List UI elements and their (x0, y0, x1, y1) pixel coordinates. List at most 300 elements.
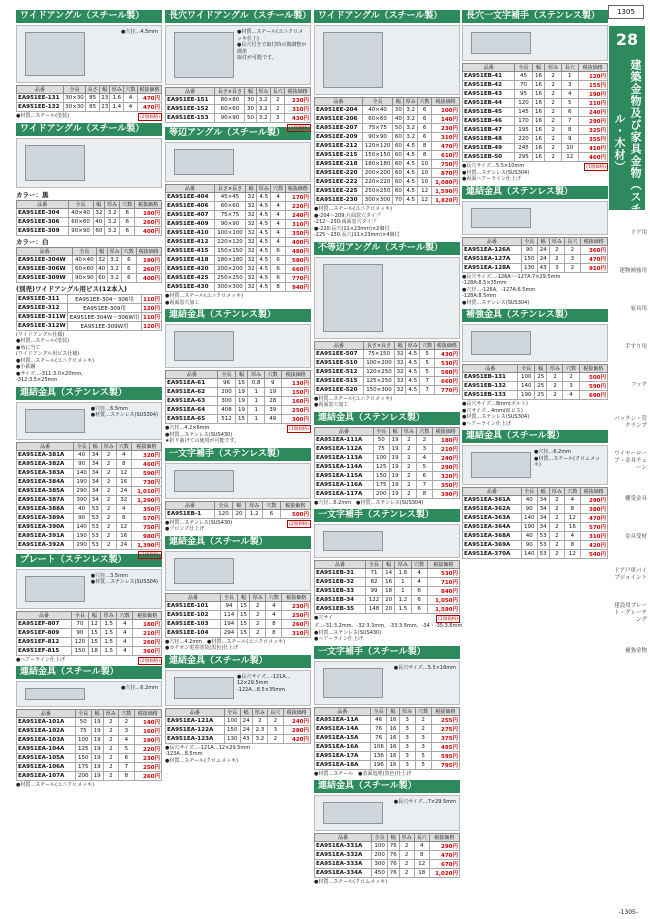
price: 100円 (432, 106, 460, 115)
side-nav-item[interactable]: パッチン・管クランプ (614, 416, 647, 429)
table-header: 全長 (68, 200, 93, 208)
side-nav-item[interactable]: ワイヤーロープ・金具チェーン (614, 450, 647, 471)
spec-value: 8 (565, 505, 580, 514)
spec-value: 32 (247, 203, 255, 209)
spec-value: 1.4 (110, 103, 124, 112)
spec-value: 24 (537, 245, 549, 254)
table-header: 全長 (370, 707, 387, 715)
price: 180円 (432, 435, 459, 444)
table-header: 穴数 (419, 99, 430, 105)
price: 360円 (580, 245, 607, 254)
item-code: EA951EE-312W (17, 321, 68, 330)
spec-value: 2 (549, 532, 564, 541)
item-code: EA951EE-309 (17, 226, 69, 235)
table-row (166, 628, 311, 637)
price: 1,390円 (131, 540, 161, 549)
price: 470円 (137, 94, 161, 103)
spec-value: 85 (86, 103, 100, 112)
table-header: 品番 (166, 185, 215, 193)
spec-value: 2 (545, 153, 562, 162)
item-code: EA951EA-390A (17, 522, 74, 531)
spec-value: 4.5 (257, 283, 271, 292)
price: 470円 (432, 142, 460, 151)
table-row (463, 373, 608, 382)
spec-value: 200×200 (362, 169, 393, 178)
table-row (17, 294, 162, 303)
spec-value: 30 (245, 105, 256, 114)
spec-value: 15 (237, 601, 249, 610)
spec-value: 250×250 (362, 187, 393, 196)
spec-value: 2 (547, 382, 563, 391)
spec-value: 1 (561, 72, 578, 81)
spec-note: ●材質…スチール(ユニクロメッキ) (16, 782, 95, 788)
item-code: EA951EA-64 (166, 406, 218, 415)
spec-value: 19 (91, 754, 103, 763)
product-section (462, 186, 608, 310)
table-header: 全長 (75, 710, 91, 718)
price: 310円 (580, 532, 607, 541)
column-1 (16, 10, 162, 792)
spec-value: 2 (547, 373, 563, 382)
section-title: 等辺アングル（スチール製） (165, 127, 311, 140)
table-header: 幅 (100, 86, 110, 94)
price: 480円 (285, 247, 310, 256)
spec-value: 2 (549, 254, 564, 263)
spec-value: 19 (389, 489, 401, 498)
spec-value: 2 (101, 513, 116, 522)
spec-value: 15 (235, 415, 248, 424)
spec-value: 1.6 (110, 94, 124, 103)
spec-value: 18 (414, 869, 429, 878)
item-code: EA951EE-304 (17, 208, 69, 217)
spec-value: 1 (248, 388, 265, 397)
spec-value: 4 (565, 532, 580, 541)
spec-value: 100 (372, 842, 388, 851)
spec-value: 4 (271, 220, 285, 229)
table-header: 税抜価格 (133, 611, 162, 619)
table-header: 厚み (256, 88, 270, 96)
side-nav-item[interactable]: 建物補強用 (619, 267, 647, 274)
table-row (315, 462, 460, 471)
spec-value: 40 (521, 532, 537, 541)
spec-value: 10 (561, 144, 578, 153)
spec-value: 4.5 (257, 238, 271, 247)
table-row (17, 745, 162, 754)
spec-value: 120 (71, 637, 88, 646)
table-header: 全長 (74, 442, 90, 450)
spec-value: 2 (549, 245, 564, 254)
spec-value: 4.5 (406, 367, 420, 376)
spec-value: 2 (401, 480, 416, 489)
spec-value: 150×150 (362, 151, 393, 160)
spec-value: 16 (116, 477, 131, 486)
spec-value: 150×150 (214, 247, 245, 256)
spec-value: 2 (101, 504, 116, 513)
bracket-image (174, 558, 234, 584)
spec-value: 3.2 (256, 96, 270, 105)
spec-value: 49 (264, 415, 281, 424)
spec-value: 4.5 (257, 202, 271, 211)
spec-value: 2 (401, 489, 416, 498)
spec-value: 75×75 (214, 211, 245, 220)
spec-value: 90 (71, 628, 88, 637)
price: 1,080円 (432, 178, 460, 187)
side-nav-item[interactable]: ドア用 (630, 229, 647, 236)
table-row (315, 349, 460, 358)
spec-value: 16 (532, 99, 545, 108)
spec-value: 60×60 (68, 217, 93, 226)
spec-value: 4 (266, 610, 282, 619)
spec-value: 2 (103, 736, 118, 745)
spec-value: 1.5 (101, 646, 117, 655)
spec-value: 4 (117, 646, 133, 655)
table-header: 厚み (395, 561, 411, 569)
spec-value: 200×200 (214, 265, 245, 274)
spec-value: 40 (74, 504, 90, 513)
table-header: 税抜価格 (282, 593, 311, 601)
product-section (165, 448, 311, 536)
table-header: 厚み (399, 834, 414, 842)
spec-value: 34 (90, 486, 102, 495)
spec-value: 145 (515, 108, 532, 117)
price: 430円 (285, 114, 311, 123)
table-header: 品番 (315, 834, 372, 842)
table-row (315, 851, 460, 860)
item-code: EA951EE-222 (315, 178, 363, 187)
table-row (17, 754, 162, 763)
spec-value: 6 (122, 255, 136, 264)
bracket-image (25, 32, 85, 76)
price: 1,590円 (427, 605, 459, 614)
spec-value: 15 (237, 619, 249, 628)
item-code: EA951EE-204 (315, 106, 363, 115)
spec-value: 3.2 (252, 734, 267, 743)
spec-value: 16 (532, 117, 545, 126)
table-row (463, 382, 608, 391)
price: 495円 (431, 742, 459, 751)
spec-value: 53 (90, 504, 102, 513)
table-row (166, 406, 311, 415)
table-header: 全長 (224, 708, 240, 716)
table-row (315, 178, 460, 187)
spec-value: 3.2 (404, 133, 418, 142)
price: 460円 (578, 153, 607, 162)
spec-value: 4 (271, 238, 285, 247)
spec-value: 1.5 (395, 605, 411, 614)
table-header: 全長 (366, 561, 383, 569)
spec-value: 94 (221, 601, 238, 610)
spec-value: 24 (116, 486, 131, 495)
item-code: EA951EE-410 (166, 229, 215, 238)
spec-note: ●-220:長穴(11×23mm)×2個付 (314, 225, 390, 232)
spec-value: 2 (415, 715, 431, 724)
table-row (315, 471, 460, 480)
spec-value: 3 (549, 263, 564, 272)
spec-value: 75×75 (362, 124, 393, 133)
price: 660円 (285, 265, 310, 274)
table-header: 長さ (87, 87, 98, 93)
spec-note: ●穴径…4.2×6mm (165, 425, 210, 431)
spec-value: 4 (119, 736, 134, 745)
spec-table (462, 487, 608, 559)
spec-table (16, 200, 162, 236)
spec-value: 130 (521, 263, 537, 272)
spec-value: 200 (373, 489, 389, 498)
product-section (314, 242, 460, 412)
item-code: EA951EF-812 (17, 637, 72, 646)
table-row (17, 264, 162, 273)
spec-value: 45 (515, 72, 532, 81)
spec-value: 7 (561, 117, 578, 126)
product-section (16, 554, 162, 667)
spec-note: ●長穴サイズ…-121A…12×29.5mm (165, 744, 251, 751)
item-code: EA951EE-104 (166, 628, 221, 637)
spec-value: 4 (271, 202, 285, 211)
spec-value: EA951EE-304～306用 (68, 294, 141, 303)
spec-value: 100×100 (214, 229, 245, 238)
section-title: 連結金具（スチール製） (462, 430, 608, 443)
side-nav-item[interactable]: 金具受材 (624, 533, 647, 540)
side-nav-item[interactable]: 家具用 (630, 305, 647, 312)
spec-value: 50 (373, 435, 389, 444)
table-header: 税抜価格 (137, 86, 161, 94)
spec-value: 32 (247, 284, 255, 290)
spec-note: ●穴径…4.2mm ●材質…スチール(ユニクロメッキ) (165, 638, 286, 645)
spec-value: 6 (418, 106, 432, 115)
spec-value: 190 (74, 477, 90, 486)
price: 210円 (432, 444, 459, 453)
table-header: 品番 (17, 611, 72, 619)
bracket-image (174, 149, 234, 175)
product-photo (462, 25, 608, 61)
spec-value: 2 (250, 610, 266, 619)
table-header: 穴数 (266, 593, 282, 601)
table-header: 全長 (373, 427, 389, 435)
spec-value: 194 (221, 619, 238, 628)
table-row (17, 312, 162, 321)
note-line: ●穴径…3.5mm (90, 572, 128, 579)
side-nav-item[interactable]: 建設用プレート・グレーチング (613, 602, 647, 623)
spec-note: ●サイズ…-311:3.0×20mm、 (16, 370, 87, 377)
table-row (17, 486, 162, 495)
section-title: 連結金具（スチール製） (16, 666, 162, 679)
spec-value: 8 (414, 851, 429, 860)
spec-value: 196 (370, 760, 387, 769)
side-nav-item[interactable]: フック (630, 381, 647, 388)
table-header: 税抜価格 (134, 710, 161, 718)
spec-value: 19 (389, 435, 401, 444)
spec-value: 3.2 (107, 273, 121, 282)
item-code: EA951EA-383A (17, 468, 74, 477)
table-header: 穴数 (563, 365, 579, 373)
side-nav-item[interactable]: 棚受金具 (624, 495, 647, 502)
spec-value: 290 (74, 540, 90, 549)
table-header: 幅 (91, 710, 103, 718)
price: 230円 (432, 124, 460, 133)
spec-value: 19 (389, 444, 401, 453)
item-code: EA951EA-11A (315, 715, 371, 724)
spec-note: ●小鉄鋼 (16, 364, 36, 370)
item-code: EA951EA-122A (166, 725, 225, 734)
spec-note: -128A:8.5mm (462, 293, 497, 299)
spec-value: 4.5 (404, 187, 418, 196)
item-code: EA951EE-131 (17, 94, 64, 103)
item-code: EA951EA-14A (315, 724, 371, 733)
side-nav-item[interactable]: 補強金物 (624, 647, 647, 654)
spec-value: 2 (101, 495, 116, 504)
product-photo (314, 524, 460, 558)
spec-value: 0.8 (248, 379, 265, 388)
spec-value: 4 (561, 90, 578, 99)
spec-value: 10 (418, 178, 432, 187)
bracket-image (174, 470, 234, 492)
spec-value: 4 (117, 637, 133, 646)
spec-value: 50 (394, 125, 402, 131)
spec-value: 70 (394, 197, 402, 203)
product-photo (16, 681, 162, 707)
table-row (17, 522, 162, 531)
spec-value: 6 (120, 217, 135, 226)
table-header: 穴数 (415, 707, 431, 715)
spec-value: 8 (418, 151, 432, 160)
price: 255円 (431, 715, 459, 724)
spec-value: 16 (532, 72, 545, 81)
item-code: EA951EE-220 (315, 169, 363, 178)
spec-value: 2 (101, 522, 116, 531)
spec-value: 2 (545, 99, 562, 108)
bracket-image (323, 264, 383, 332)
spec-value: 6 (411, 605, 427, 614)
product-photo (165, 670, 311, 706)
spec-value: 2 (545, 81, 562, 90)
price: 420円 (283, 734, 310, 743)
table-header: 厚み (105, 200, 120, 208)
product-section (16, 10, 162, 123)
spec-value: 2 (268, 716, 283, 725)
spec-value: 2 (250, 619, 266, 628)
spec-value: 120 (515, 99, 532, 108)
table-row (166, 220, 311, 229)
spec-value: 4.5 (257, 256, 271, 265)
spec-value: 6 (418, 133, 432, 142)
spec-value: 34 (90, 450, 102, 459)
price: 430円 (434, 349, 459, 358)
price: 155円 (578, 81, 607, 90)
spec-value: 8 (266, 619, 282, 628)
table-header: 厚み (246, 501, 263, 509)
table-header: 厚み (252, 708, 267, 716)
item-code: EA951EA-362A (463, 505, 522, 514)
table-header: 品番 (463, 365, 518, 373)
item-code: EA951EB-44 (463, 99, 515, 108)
item-code: EA951EA-385A (17, 486, 74, 495)
spec-note: ●材質…スチール(ユニクロメッキ) (314, 395, 393, 402)
table-header: 全長 (372, 834, 388, 842)
spec-note: ●材質…スチール(ユニクロメッキ) (314, 206, 393, 212)
spec-value: EA951EE-309W用 (68, 321, 141, 330)
spec-value: 32 (247, 221, 255, 227)
spec-note: ●長穴サイズ…-126A～-127A:7×29.5mm (462, 273, 561, 280)
table-row (166, 397, 311, 406)
product-section (165, 309, 311, 448)
item-code: EA951EA-391A (17, 531, 74, 540)
table-row (17, 637, 162, 646)
spec-value: 140 (521, 550, 537, 559)
spec-value: 4 (116, 504, 131, 513)
spec-value: 76 (370, 733, 387, 742)
item-code: EA951EA-15A (315, 733, 371, 742)
spec-value: 90×90 (215, 114, 245, 123)
item-code: EA951EF-807 (17, 619, 72, 628)
spec-value: 85 (86, 94, 100, 103)
spec-value: 3.2 (105, 226, 120, 235)
table-header: 税抜価格 (431, 707, 459, 715)
table-row (17, 217, 162, 226)
spec-value: 16 (532, 144, 545, 153)
spec-note: ●長穴サイズ…8mm(ボルト) (462, 401, 528, 407)
table-row (463, 108, 608, 117)
spec-value: 70 (515, 81, 532, 90)
spec-table (314, 427, 460, 499)
table-header: 税抜価格 (580, 237, 607, 245)
spec-value: 4.5 (404, 160, 418, 169)
spec-table (165, 87, 311, 123)
spec-value: 106 (370, 742, 387, 751)
table-header: 全長 (218, 371, 235, 379)
spec-value: 28 (264, 397, 281, 406)
spec-value: 2 (547, 391, 563, 400)
photo-notes (534, 449, 604, 469)
table-row (315, 860, 460, 869)
item-code: EA951EA-111A (315, 435, 374, 444)
table-header: 厚み (547, 365, 563, 373)
spec-value: 45×45 (214, 193, 245, 202)
table-header: 幅 (537, 488, 549, 496)
side-nav-item[interactable]: ドア戸車パイプジョイント (614, 568, 647, 581)
table-row (166, 105, 311, 114)
price: 730円 (131, 477, 161, 486)
product-photo (165, 142, 311, 182)
spec-value: 3.2 (107, 255, 121, 264)
item-code: EA951EA-115A (315, 471, 374, 480)
spec-note: ●穴径…6.2mm ●材質…ステンレス(SUS304) (314, 499, 424, 506)
table-row (166, 601, 311, 610)
table-row (315, 160, 460, 169)
spec-value: 3 (399, 733, 415, 742)
price: 250円 (281, 406, 310, 415)
spec-value: 43 (537, 263, 549, 272)
spec-value: 3 (271, 114, 285, 123)
item-code: EA951EA-104A (17, 745, 76, 754)
spec-value: 16 (532, 81, 545, 90)
table-row (315, 187, 460, 196)
page-number: 1305 (608, 5, 644, 19)
table-header: 幅 (389, 427, 401, 435)
spec-value: 122 (366, 596, 383, 605)
spec-value: 1.5 (101, 637, 117, 646)
spec-value: 16 (565, 523, 580, 532)
spec-value: 16 (532, 153, 545, 162)
spec-value: 2 (101, 459, 116, 468)
price: 470円 (580, 514, 607, 523)
spec-value: 2 (545, 108, 562, 117)
price: 320円 (432, 471, 459, 480)
spec-value: 2 (415, 724, 431, 733)
spec-value: 125 (373, 462, 389, 471)
spec-value: 76 (388, 851, 400, 860)
side-nav-item[interactable]: 手すり用 (624, 343, 647, 350)
table-header: 全長 (63, 86, 86, 94)
